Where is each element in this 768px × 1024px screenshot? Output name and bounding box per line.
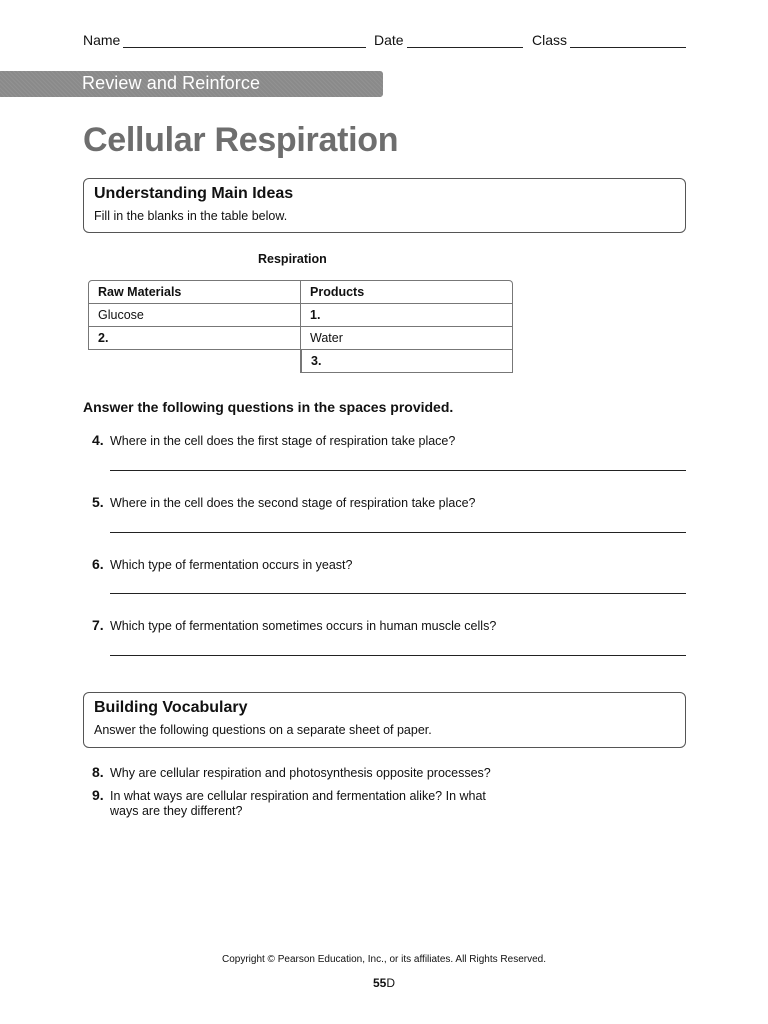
class-label: Class xyxy=(532,32,568,48)
table-header-products: Products xyxy=(301,280,513,304)
main-ideas-box xyxy=(83,178,686,233)
table-header-row xyxy=(88,280,513,304)
date-field[interactable] xyxy=(407,47,523,48)
table-cell-blank-1[interactable]: 1. xyxy=(301,304,513,327)
main-ideas-heading: Understanding Main Ideas xyxy=(94,185,294,202)
page-number xyxy=(0,976,768,990)
question-text-line-1: In what ways are cellular respiration and fermentation alike? In what xyxy=(110,789,486,803)
answer-line-4[interactable] xyxy=(110,470,686,471)
question-number: 9. xyxy=(92,787,104,803)
table-cell-empty xyxy=(88,350,301,373)
page-number-suffix: D xyxy=(386,976,396,990)
question-text: Why are cellular respiration and photosynthesis opposite processes? xyxy=(110,766,491,780)
name-field[interactable] xyxy=(123,47,366,48)
table-header-raw-materials: Raw Materials xyxy=(88,280,301,304)
question-number: 6. xyxy=(92,556,104,572)
table-cell-blank-2[interactable]: 2. xyxy=(88,327,301,350)
question-text: Which type of fermentation sometimes occurs in human muscle cells? xyxy=(110,619,497,633)
table-row xyxy=(88,304,513,327)
table-caption: Respiration xyxy=(258,252,327,266)
question-number: 7. xyxy=(92,617,104,633)
answer-line-6[interactable] xyxy=(110,593,686,594)
question-number: 5. xyxy=(92,494,104,510)
name-label: Name xyxy=(83,32,121,48)
vocabulary-heading: Building Vocabulary xyxy=(94,699,248,716)
vocabulary-instruction: Answer the following questions on a separate sheet of paper. xyxy=(94,723,432,737)
table-row xyxy=(88,350,513,373)
banner-text: Review and Reinforce xyxy=(82,73,261,93)
question-text-line-2: ways are they different? xyxy=(110,804,243,818)
question-text: Where in the cell does the first stage of respiration take place? xyxy=(110,434,456,448)
question-text: Which type of fermentation occurs in yeast? xyxy=(110,558,353,572)
page-title: Cellular Respiration xyxy=(83,121,399,159)
copyright-notice: Copyright © Pearson Education, Inc., or its affiliates. All Rights Reserved. xyxy=(221,954,546,965)
class-field[interactable] xyxy=(570,47,686,48)
table-cell: Glucose xyxy=(88,304,301,327)
vocabulary-box xyxy=(83,692,686,748)
table-cell: Water xyxy=(301,327,513,350)
question-number: 8. xyxy=(92,764,104,780)
question-number: 4. xyxy=(92,432,104,448)
answer-line-5[interactable] xyxy=(110,532,686,533)
page-number-value: 55 xyxy=(372,976,387,990)
table-cell-blank-3[interactable]: 3. xyxy=(301,350,513,373)
date-label: Date xyxy=(374,32,404,48)
table-row xyxy=(88,327,513,350)
respiration-table xyxy=(88,280,513,373)
main-ideas-instruction: Fill in the blanks in the table below. xyxy=(94,209,288,223)
answer-line-7[interactable] xyxy=(110,655,686,656)
question-text: Where in the cell does the second stage of respiration take place? xyxy=(110,496,476,510)
answer-instruction: Answer the following questions in the spaces provided. xyxy=(83,399,454,415)
